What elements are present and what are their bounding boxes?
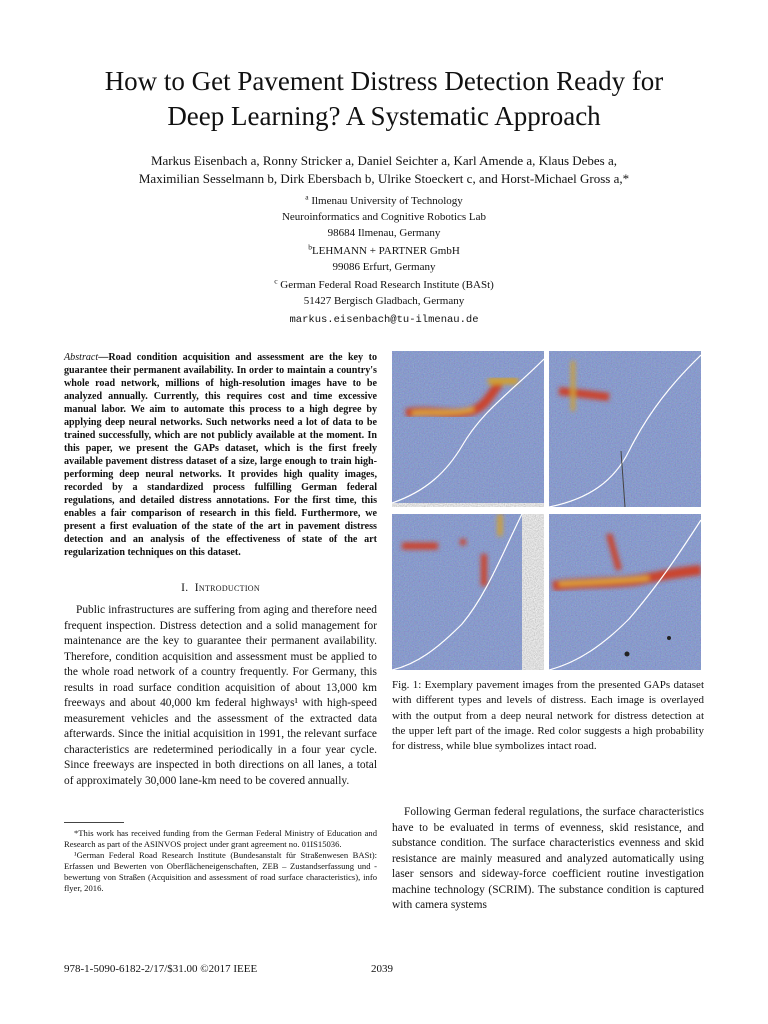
- abstract-text: —Road condition acquisition and assessment are the key to guarantee their permanent availability. In order to maintain a country's whole road network, millions of high-resolution images have to be analyzed annually. Currently, this requires cost and time excessive manual labor. We aim to automate this process to a high degree by applying deep neural networks. Such networks need a lot of data to be trained successfully, which are not publicly available at the moment. In this paper, we present the GAPs dataset, which is the first freely available pavement distress dataset of a size, large enough to train high-performing deep neural networks. It provides high quality images, recorded by a standardized process fulfilling German federal regulations, and detailed distress annotations. For the first time, this enables a fair comparison of research in this field. Furthermore, we present a first evaluation of the state of the art in pavement distress detection and an analysis of the effectiveness of state of the art regularization techniques on this dataset.: [64, 352, 377, 558]
- author-list: [60, 152, 708, 188]
- abstract-label: Abstract: [64, 352, 99, 363]
- contact-email[interactable]: markus.eisenbach@tu-ilmenau.de: [289, 314, 479, 326]
- abstract: [64, 351, 377, 559]
- authors-line-2: Maximilian Sesselmann b, Dirk Ebersbach b, Ulrike Stoeckert c, and Horst-Michael Gross a,*: [138, 171, 630, 186]
- pavement-image-1: [392, 351, 544, 507]
- affiliation-c-line-2: 51427 Bergisch Gladbach, Germany: [303, 295, 465, 307]
- affiliation-c: [184, 277, 584, 309]
- title-line-1: How to Get Pavement Distress Detection Ready for: [104, 66, 664, 96]
- affiliation-a-line-3: 98684 Ilmenau, Germany: [327, 227, 441, 239]
- affiliation-b: [184, 243, 584, 275]
- footnote-1: ¹German Federal Road Research Institute (Bundesanstalt für Straßenwesen BASt): Erfassen und Bewerten von Oberflächeneigenschaften, ZEB – Zustandserfassung und -bewertung von Straßen (Acquisition and assessment of road surface characteristics), info flyer, 2016.: [64, 850, 377, 894]
- affiliation-a-mark: a: [305, 192, 309, 202]
- affiliation-b-line-2: 99086 Erfurt, Germany: [332, 261, 436, 273]
- page-number: 2039: [371, 963, 393, 975]
- section-number: I.: [181, 582, 189, 594]
- title-line-2: Deep Learning? A Systematic Approach: [167, 101, 601, 131]
- affiliation-b-mark: b: [308, 242, 312, 252]
- authors-line-1: Markus Eisenbach a, Ronny Stricker a, Daniel Seichter a, Karl Amende a, Klaus Debes a,: [150, 153, 618, 168]
- pavement-image-2: [549, 351, 701, 507]
- figure-1-caption: Fig. 1: Exemplary pavement images from the presented GAPs dataset with different types and levels of distress. Each image is overlayed with the output from a deep neural network for distress detection at the upper left part of the image. Red color suggests a high probability for distress, while blue symbolizes intact road.: [392, 679, 704, 753]
- intro-paragraph: Public infrastructures are suffering from aging and therefore need frequent inspection. Distress detection and a solid management for maintenance are the key to guarantee their permanent availability. Therefore, condition acquisition and assessment must be applied to the whole road network of a country frequently. For Germany, this results in road surface condition acquisition of about 13,000 km freeways and about 40,000 km federal highways¹ with high-speed measurement vehicles and the assessment of the extracted data afterwards. Since the initial acquisition in 1991, the relevant surface characteristics are redetermined periodically in a four year cycle. Since freeways are inspected in both directions on all lanes, a total of approximately 30,000 lane-km need to be covered annually.: [64, 604, 377, 787]
- affiliation-c-line-1: German Federal Road Research Institute (BASt): [280, 279, 494, 291]
- affiliation-a-line-2: Neuroinformatics and Cognitive Robotics Lab: [281, 211, 487, 223]
- affiliation-a-line-1: Ilmenau University of Technology: [311, 195, 463, 207]
- pavement-image-3: [392, 514, 544, 670]
- pavement-image-4: [549, 514, 701, 670]
- section-heading-introduction: [64, 582, 377, 594]
- right-column-paragraph: Following German federal regulations, the surface characteristics have to be evaluated in terms of evenness, skid resistance, and substance condition. The surface characteristics evenness and skid resistance are mainly measured and analyzed automatically using laser sensors and sideway-force coefficient routine investigation machine technology (SCRIM). The substance condition is captured with camera systems: [392, 806, 704, 911]
- affiliation-a: [184, 193, 584, 241]
- affiliation-c-mark: c: [274, 276, 278, 286]
- section-title: Introduction: [194, 582, 260, 594]
- footnote-rule: [64, 822, 124, 823]
- paper-title: [40, 64, 728, 134]
- affiliation-b-line-1: LEHMANN + PARTNER GmbH: [311, 245, 460, 257]
- copyright-footer: 978-1-5090-6182-2/17/$31.00 ©2017 IEEE: [64, 963, 258, 975]
- footnotes: [64, 828, 377, 895]
- figure-1: [392, 351, 704, 673]
- footnote-funding: *This work has received funding from the German Federal Ministry of Education and Research as part of the ASINVOS project under grant agreement no. 01IS15036.: [64, 828, 377, 850]
